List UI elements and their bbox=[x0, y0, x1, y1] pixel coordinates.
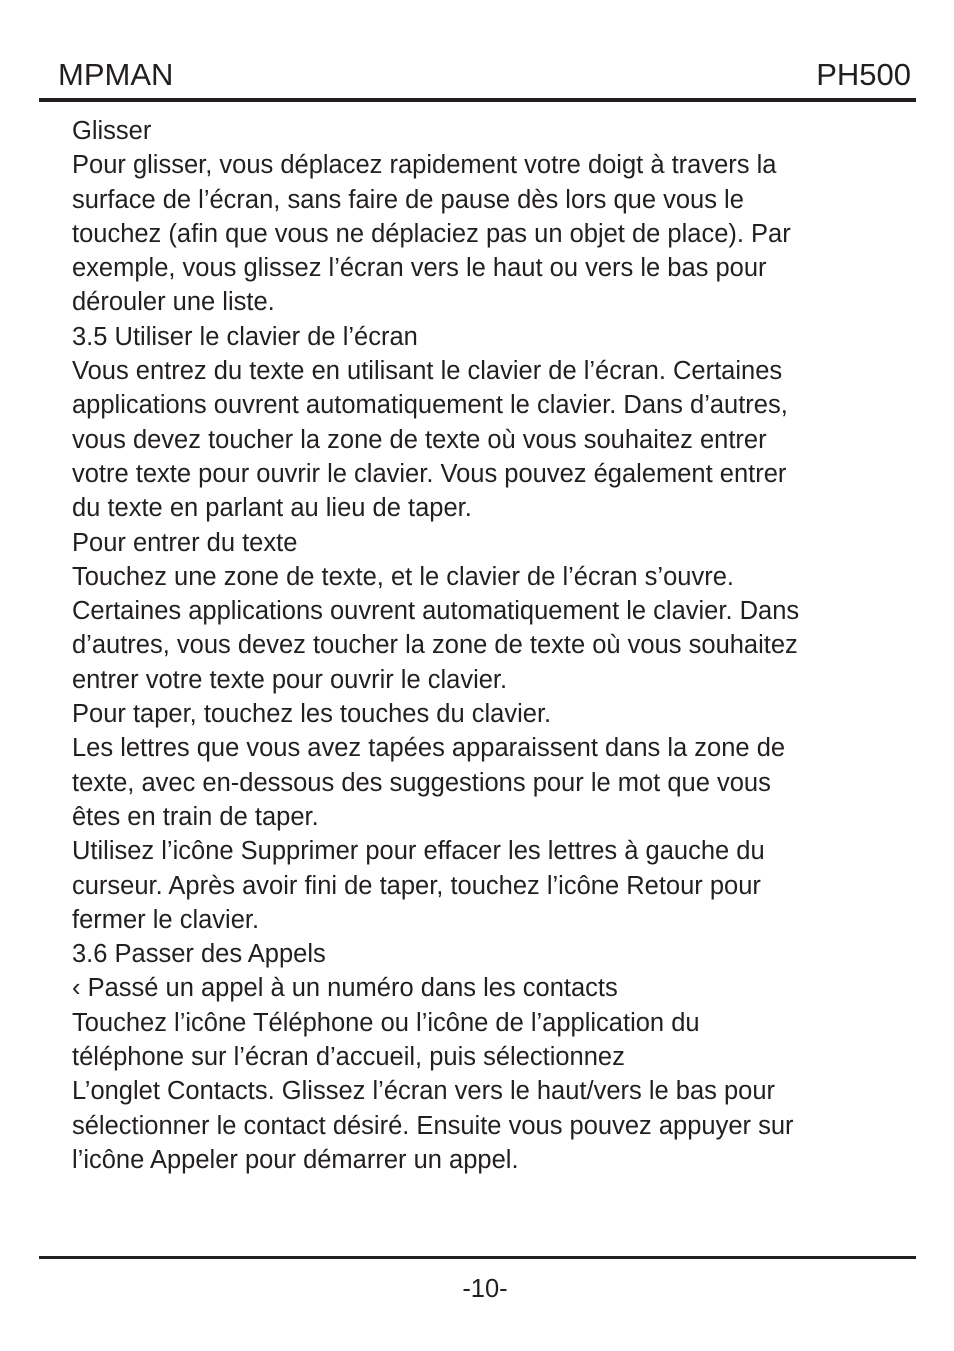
text-line: Touchez l’icône Téléphone ou l’icône de l’application du bbox=[72, 1008, 700, 1037]
header-divider bbox=[39, 98, 916, 102]
page-header bbox=[39, 52, 915, 100]
text-line: Certaines applications ouvrent automatiquement le clavier. Dans bbox=[72, 597, 800, 626]
text-line: téléphone sur l’écran d’accueil, puis sélectionnez bbox=[72, 1043, 625, 1072]
text-line: Les lettres que vous avez tapées apparaissent dans la zone de bbox=[72, 734, 786, 763]
text-line: l’icône Appeler pour démarrer un appel. bbox=[72, 1145, 519, 1174]
text-line: exemple, vous glissez l’écran vers le haut ou vers le bas pour bbox=[72, 254, 767, 283]
body-text bbox=[72, 114, 892, 1177]
text-line: L’onglet Contacts. Glissez l’écran vers le haut/vers le bas pour bbox=[72, 1077, 776, 1106]
text-line: Utilisez l’icône Supprimer pour effacer les lettres à gauche du bbox=[72, 837, 765, 866]
text-line: surface de l’écran, sans faire de pause dès lors que vous le bbox=[72, 185, 744, 214]
text-line: applications ouvrent automatiquement le clavier. Dans d’autres, bbox=[72, 391, 788, 420]
text-line: êtes en train de taper. bbox=[72, 802, 319, 831]
footer-divider bbox=[39, 1256, 916, 1259]
bullet-line: ‹ Passé un appel à un numéro dans les contacts bbox=[72, 974, 618, 1003]
page-number: -10- bbox=[462, 1275, 508, 1303]
text-line: Touchez une zone de texte, et le clavier de l’écran s’ouvre. bbox=[72, 562, 734, 591]
text-line: texte, avec en-dessous des suggestions pour le mot que vous bbox=[72, 768, 771, 797]
section-heading-3-6: 3.6 Passer des Appels bbox=[72, 940, 326, 969]
heading-glisser: Glisser bbox=[72, 117, 152, 145]
text-line: Pour glisser, vous déplacez rapidement votre doigt à travers la bbox=[72, 151, 777, 180]
brand-name: MPMAN bbox=[58, 57, 174, 92]
section-heading-3-5: 3.5 Utiliser le clavier de l’écran bbox=[72, 322, 418, 351]
text-line: Pour taper, touchez les touches du clavier. bbox=[72, 700, 552, 729]
text-line: d’autres, vous devez toucher la zone de texte où vous souhaitez bbox=[72, 631, 798, 660]
model-name: PH500 bbox=[816, 57, 911, 92]
text-line: curseur. Après avoir fini de taper, touchez l’icône Retour pour bbox=[72, 871, 761, 900]
text-line: dérouler une liste. bbox=[72, 288, 275, 317]
text-line: touchez (afin que vous ne déplaciez pas un objet de place). Par bbox=[72, 219, 791, 248]
text-line: fermer le clavier. bbox=[72, 905, 260, 934]
text-line: votre texte pour ouvrir le clavier. Vous pouvez également entrer bbox=[72, 459, 787, 488]
subheading-entrer-texte: Pour entrer du texte bbox=[72, 528, 298, 557]
text-line: vous devez toucher la zone de texte où vous souhaitez entrer bbox=[72, 425, 767, 454]
text-line: Vous entrez du texte en utilisant le clavier de l’écran. Certaines bbox=[72, 357, 783, 386]
text-line: sélectionner le contact désiré. Ensuite vous pouvez appuyer sur bbox=[72, 1111, 794, 1140]
text-line: du texte en parlant au lieu de taper. bbox=[72, 494, 472, 523]
text-line: entrer votre texte pour ouvrir le clavier. bbox=[72, 665, 508, 694]
